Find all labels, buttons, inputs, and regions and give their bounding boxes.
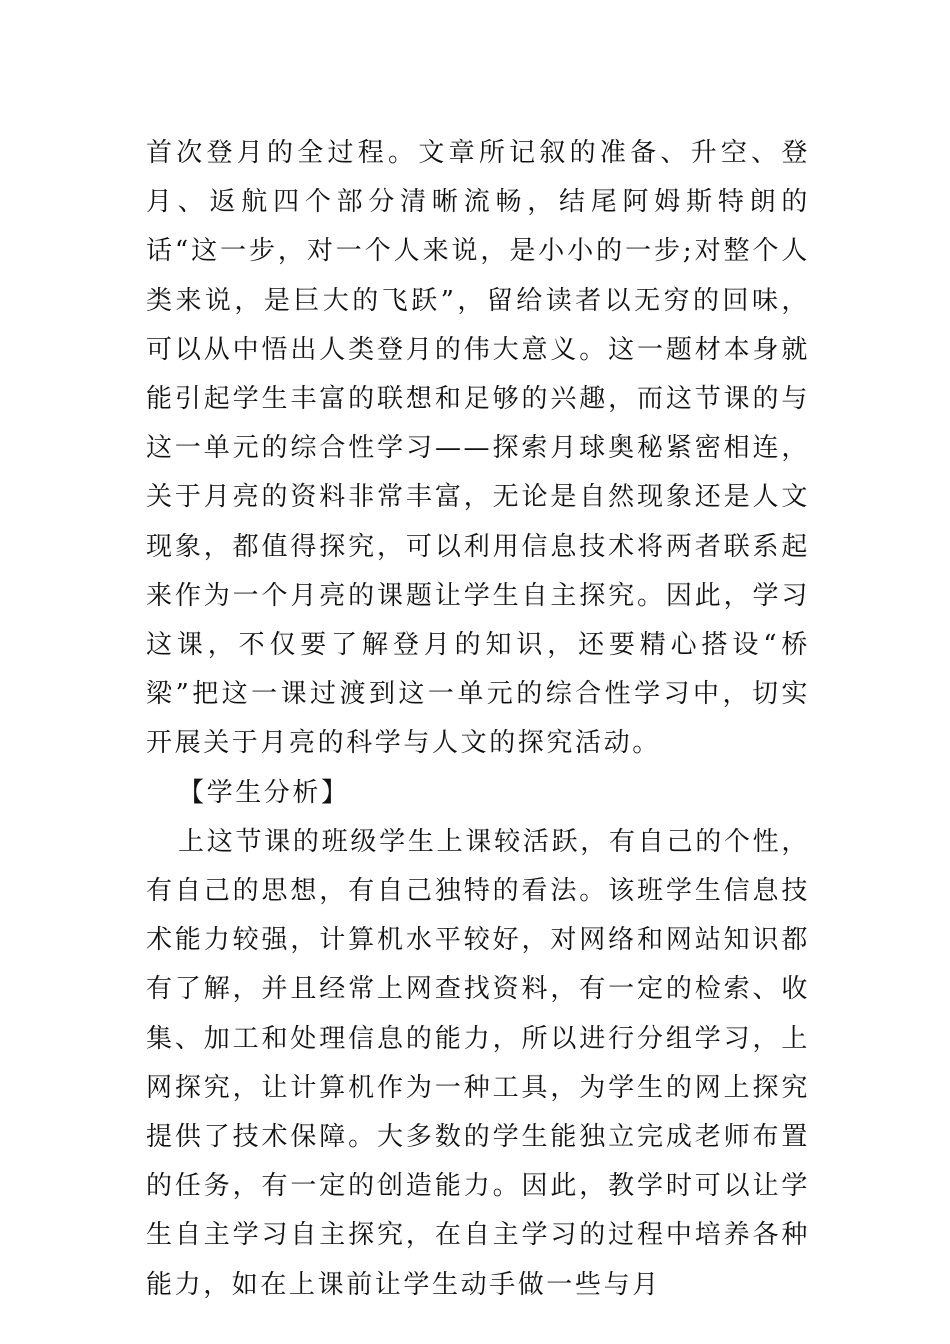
section-heading-student-analysis: 【学生分析】	[178, 777, 350, 808]
document-body	[146, 129, 810, 1310]
paragraph-lesson-overview: 首次登月的全过程。文章所记叙的准备、升空、登月、返航四个部分清晰流畅，结尾阿姆斯特朗的话“这一步，对一个人来说，是小小的一步;对整个人类来说，是巨大的飞跃”，留给读者以无穷的回味，可以从中悟出人类登月的伟大意义。这一题材本身就能引起学生丰富的联想和足够的兴趣，而这节课的与这一单元的综合性学习——探索月球奥秘紧密相连，关于月亮的资料非常丰富，无论是自然现象还是人文现象，都值得探究，可以利用信息技术将两者联系起来作为一个月亮的课题让学生自主探究。因此，学习这课，不仅要了解登月的知识，还要精心搭设“桥梁”把这一课过渡到这一单元的综合性学习中，切实开展关于月亮的科学与人文的探究活动。	[146, 138, 810, 759]
paragraph-student-analysis: 上这节课的班级学生上课较活跃，有自己的个性，有自己的思想，有自己独特的看法。该班学生信息技术能力较强，计算机水平较好，对网络和网站知识都有了解，并且经常上网查找资料，有一定的检索、收集、加工和处理信息的能力，所以进行分组学习，上网探究，让计算机作为一种工具，为学生的网上探究提供了技术保障。大多数的学生能独立完成老师布置的任务，有一定的创造能力。因此，教学时可以让学生自主学习自主探究，在自主学习的过程中培养各种能力，如在上课前让学生动手做一些与月	[146, 826, 810, 1300]
